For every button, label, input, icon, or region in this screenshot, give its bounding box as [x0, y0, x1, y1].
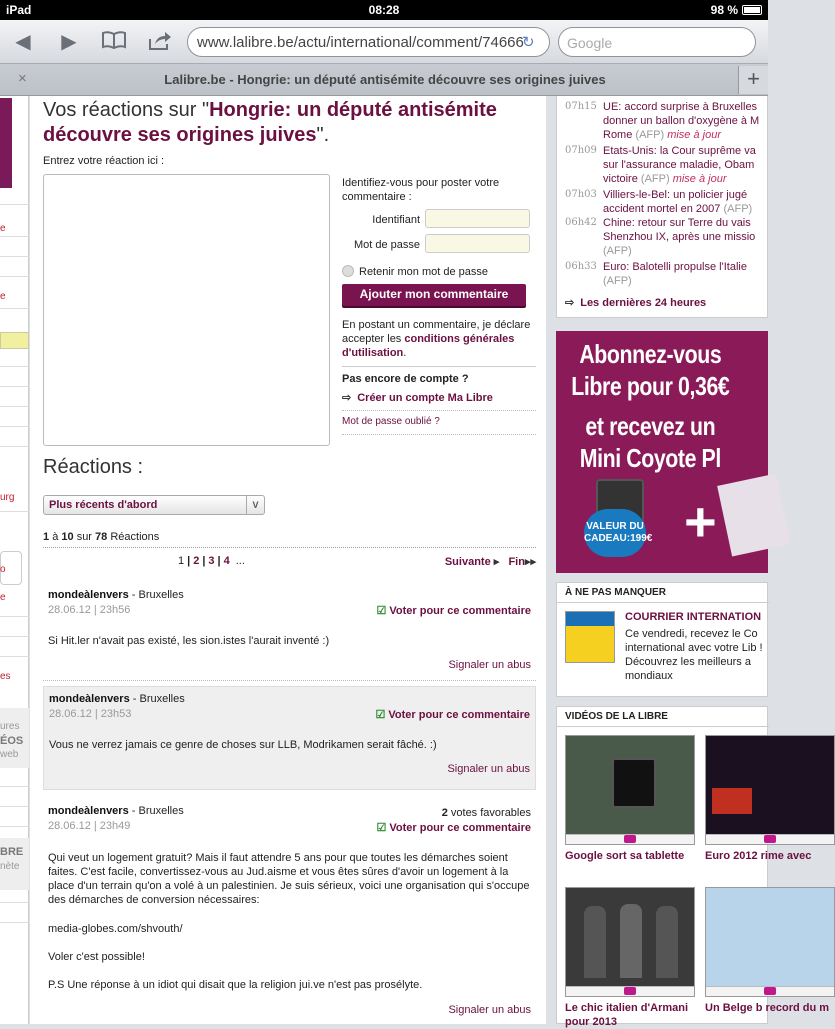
close-tab-icon[interactable]: × [18, 70, 27, 87]
reactions-heading: Réactions : [43, 456, 144, 478]
divider [557, 726, 769, 727]
comment-textarea[interactable] [43, 174, 330, 446]
comment-label: Entrez votre réaction ici : [43, 155, 165, 167]
pagination: 1 | 2 | 3 | 4 ... [178, 555, 245, 567]
main-content [30, 96, 546, 1024]
thumbnail-fragment [0, 98, 12, 188]
terms-link[interactable]: conditions générales d'utilisation [342, 333, 515, 359]
right-sidebar [556, 96, 830, 1028]
device-name: iPad [6, 3, 32, 17]
left-column-fragment [0, 96, 29, 1024]
news-time: 07h09 [565, 145, 597, 156]
arrow-icon: ⇨ [565, 297, 575, 309]
comment-author: mondeàlenvers - Bruxelles [48, 805, 184, 817]
chevron-down-icon: V [246, 496, 264, 514]
section-title: VIDÉOS DE LA LIBRE [565, 711, 668, 722]
must-see-box [556, 582, 768, 697]
comment-item [43, 686, 536, 790]
videos-box [556, 706, 830, 1028]
play-icon [624, 835, 636, 843]
comment-text: Vous ne verrez jamais ce genre de choses sur LLB, Modrikamen serait fâché. :) [49, 739, 437, 751]
last-page-link[interactable]: Fin [508, 556, 525, 568]
last-24h-link[interactable]: ⇨ Les dernières 24 heures [565, 297, 707, 309]
article-title-link[interactable]: Hongrie: un député antisémite découvre ses origines juives [43, 99, 497, 146]
tablet-image [612, 758, 656, 808]
left-fragment-text: nète [0, 861, 20, 872]
comment-text: Si Hit.ler n'avait pas existé, les sion.istes l'aurait inventé :) [48, 635, 330, 647]
video-thumbnail[interactable] [565, 887, 695, 997]
magazine-image [717, 474, 791, 557]
left-fragment-text: web [0, 749, 19, 760]
news-item[interactable]: Euro: Balotelli propulse l'Italie (AFP) [603, 261, 747, 287]
browser-toolbar [0, 20, 768, 64]
tab-bar [0, 64, 768, 96]
play-icon [764, 835, 776, 843]
pagination-next [445, 555, 536, 568]
report-abuse-link[interactable]: Signaler un abus [448, 659, 531, 671]
page-link[interactable]: 2 [193, 555, 200, 567]
comment-date: 28.06.12 | 23h49 [48, 820, 131, 832]
comment-date: 28.06.12 | 23h56 [48, 604, 131, 616]
page-link[interactable]: 3 [208, 555, 215, 567]
left-fragment-text: urg [0, 492, 15, 503]
divider [342, 434, 536, 435]
video-thumbnail[interactable] [565, 735, 695, 845]
left-fragment-text: es [0, 671, 11, 682]
page-link[interactable]: 4 [223, 555, 230, 567]
vote-button[interactable]: ☑ Voter pour ce commentaire [375, 709, 530, 721]
password-label: Mot de passe [353, 239, 420, 251]
flag-image [712, 788, 752, 814]
report-abuse-link[interactable]: Signaler un abus [448, 1004, 531, 1016]
left-fragment-text: ures [0, 721, 20, 732]
news-item[interactable]: Etats-Unis: la Cour suprême va sur l'assurance maladie, Obam victoire (AFP) mise à jour [603, 145, 756, 185]
page-current: 1 [178, 555, 185, 567]
reload-icon[interactable]: ↻ [522, 34, 535, 51]
create-account-link[interactable]: ⇨ Créer un compte Ma Libre [342, 392, 493, 404]
comment-text: Qui veut un logement gratuit? Mais il faut attendre 5 ans pour que toutes les démarches soient faites. C'est facile, convertissez-vous au Jud.aisme et vous êtes sûres d'avoir un logement à la place d'un terrain qu'on a volé à un palestinien. Je suis sérieux, voici une organisation qui s'occupe des démarches de conversion nécessaires: [48, 852, 530, 906]
highlight-fragment [0, 332, 29, 349]
left-fragment-text: e [0, 291, 6, 302]
ad-headline: Mini Coyote Pl [579, 443, 721, 473]
model-figure [620, 904, 642, 978]
video-title[interactable]: Google sort sa tablette [565, 850, 685, 862]
forgot-password-link[interactable]: Mot de passe oublié ? [342, 416, 440, 427]
news-ticker [556, 96, 768, 318]
video-title[interactable]: Euro 2012 rime avec [705, 850, 812, 862]
radio-icon[interactable] [342, 265, 354, 277]
submit-comment-button[interactable]: Ajouter mon commentaire [342, 284, 526, 306]
page-ellipsis: ... [235, 555, 245, 567]
section-title: À NE PAS MANQUER [565, 587, 666, 598]
play-icon [624, 987, 636, 995]
report-abuse-link[interactable]: Signaler un abus [447, 763, 530, 775]
model-figure [584, 906, 606, 978]
news-time: 06h33 [565, 261, 597, 272]
divider [43, 680, 536, 681]
divider [342, 410, 536, 411]
reactions-count: 1 à 10 sur 78 Réactions [43, 531, 160, 543]
must-see-text: Ce vendredi, recevez le Co international avec votre Lib ! Découvrez les meilleurs a mondiaux [625, 628, 763, 682]
back-icon[interactable]: ◀ [15, 31, 31, 53]
double-arrow-right-icon: ▸▸ [524, 556, 536, 568]
divider [43, 547, 536, 549]
no-account-label: Pas encore de compte ? [342, 373, 469, 385]
comment-item [43, 799, 536, 1024]
video-thumbnail[interactable] [705, 735, 835, 845]
comment-text: P.S Une réponse à un idiot qui disait que la religion jui.ve n'est pas prosélyte. [48, 979, 423, 991]
login-instructions: Identifiez-vous pour poster votre commentaire : [342, 177, 500, 203]
next-page-link[interactable]: Suivante [444, 556, 491, 568]
model-figure [656, 906, 678, 978]
url-field[interactable]: www.lalibre.be/actu/international/comment/74666 [187, 27, 550, 57]
battery-icon [742, 5, 762, 15]
bookmarks-icon[interactable] [101, 30, 127, 54]
ad-headline: et recevez un [585, 411, 716, 441]
checkbox-icon: ☑ [376, 605, 387, 617]
ad-headline: Libre pour 0,36€ [571, 371, 730, 401]
video-title[interactable]: Le chic italien d'Armani pour 2013 [565, 1002, 689, 1028]
comment-link-text: media-globes.com/shvouth/ [48, 923, 183, 935]
tab-title[interactable]: Lalibre.be - Hongrie: un député antisémite découvre ses origines juives [164, 72, 606, 87]
left-fragment-text: ÉOS [0, 735, 24, 747]
news-time: 07h15 [565, 101, 597, 112]
login-arrow-icon: ⇨ [342, 392, 352, 404]
status-bar [0, 0, 768, 20]
video-thumbnail[interactable] [705, 887, 835, 997]
username-label: Identifiant [372, 214, 420, 226]
share-icon[interactable] [147, 30, 173, 54]
left-fragment-text: e [0, 592, 6, 603]
page-title: Vos réactions sur "Hongrie: un député antisémite découvre ses origines juives". [43, 99, 497, 146]
password-input[interactable] [425, 234, 530, 253]
comment-author: mondeàlenvers - Bruxelles [48, 589, 184, 601]
search-field[interactable]: Google [558, 27, 756, 57]
comment-date: 28.06.12 | 23h53 [49, 708, 132, 720]
news-item[interactable]: Villiers-le-Bel: un policier jugé accident mortel en 2007 (AFP) [603, 189, 753, 215]
divider [557, 602, 769, 603]
new-tab-button[interactable]: + [738, 66, 768, 94]
favorable-votes: 2 votes favorables [441, 807, 531, 819]
terms-text: En postant un commentaire, je déclare accepter les conditions générales d'utilisation. [342, 319, 531, 359]
vote-button[interactable]: ☑ Voter pour ce commentaire [376, 605, 531, 617]
play-icon [764, 987, 776, 995]
checkbox-icon: ☑ [375, 709, 386, 721]
gift-value-badge: VALEUR DU CADEAU:199€ [584, 509, 646, 557]
left-fragment-text: e [0, 223, 6, 234]
remember-password-checkbox[interactable]: Retenir mon mot de passe [342, 265, 488, 278]
news-item[interactable]: Chine: retour sur Terre du vais Shenzhou IX, après une missio (AFP) [603, 217, 756, 257]
news-time: 06h42 [565, 217, 597, 228]
video-title[interactable]: Un Belge b record du m [705, 1002, 830, 1014]
news-item[interactable]: UE: accord surprise à Bruxelles donner un ballon d'oxygène à M Rome (AFP) mise à jour [603, 101, 760, 141]
username-input[interactable] [425, 209, 530, 228]
divider [342, 366, 536, 367]
sort-select[interactable]: Plus récents d'abord V [43, 495, 265, 515]
clock: 08:28 [368, 3, 400, 17]
comment-text: Voler c'est possible! [48, 951, 145, 963]
comment-author: mondeàlenvers - Bruxelles [49, 693, 185, 705]
arrow-right-icon: ▸ [490, 556, 500, 568]
ad-headline: Abonnez-vous [579, 339, 722, 369]
subscription-ad[interactable] [556, 331, 768, 573]
magazine-cover-image[interactable] [565, 611, 615, 663]
left-fragment-text: BRE [0, 846, 24, 858]
plus-icon: + [684, 490, 717, 553]
checkbox-icon: ☑ [376, 822, 387, 834]
left-fragment-text: o [0, 564, 6, 575]
forward-icon[interactable]: ▶ [61, 31, 77, 53]
news-time: 07h03 [565, 189, 597, 200]
vote-button[interactable]: ☑ Voter pour ce commentaire [376, 822, 531, 834]
must-see-title[interactable]: COURRIER INTERNATION [625, 611, 762, 623]
battery-level: 98 % [710, 3, 738, 17]
comment-item [43, 583, 536, 680]
